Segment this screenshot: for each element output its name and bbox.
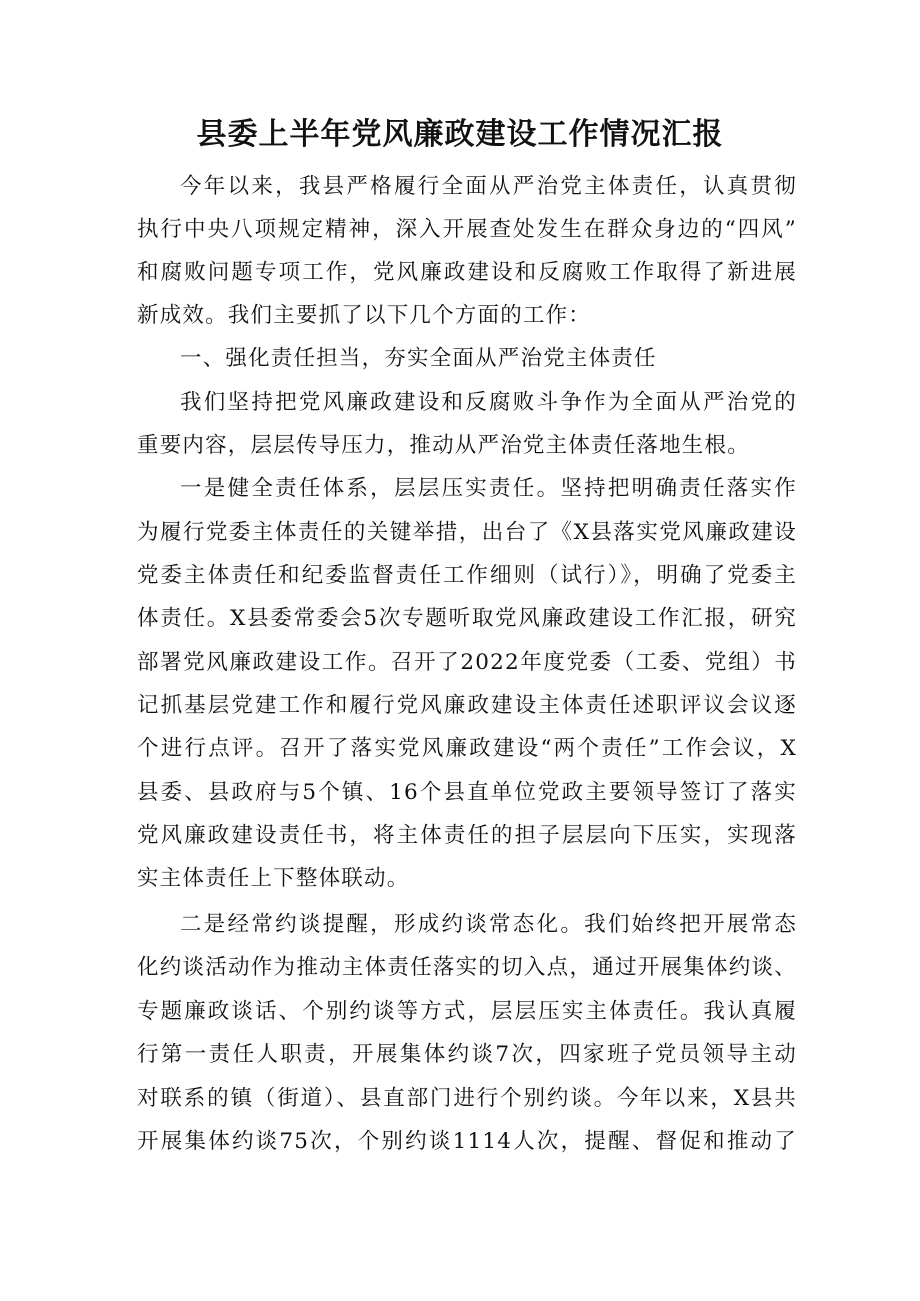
paragraph-line: 部署党风廉政建设工作。召开了2022年度党委（工委、党组）书 [137, 650, 797, 675]
paragraph-line: 一是健全责任体系，层层压实责任。坚持把明确责任落实作 [180, 476, 797, 501]
paragraph-line: 我们坚持把党风廉政建设和反腐败斗争作为全面从严治党的 [180, 390, 797, 415]
paragraph-line: 化约谈活动作为推动主体责任落实的切入点，通过开展集体约谈、 [137, 955, 797, 980]
paragraph-line: 记抓基层党建工作和履行党风廉政建设主体责任述职评议会议逐 [137, 693, 797, 718]
paragraph-line: 实主体责任上下整体联动。 [137, 866, 410, 891]
paragraph-line: 开展集体约谈75次，个别约谈1114人次，提醒、督促和推动了 [137, 1129, 797, 1154]
paragraph-line: 为履行党委主体责任的关键举措，出台了《X县落实党风廉政建设 [137, 520, 797, 545]
paragraph-line: 专题廉政谈话、个别约谈等方式，层层压实主体责任。我认真履 [137, 999, 797, 1024]
paragraph-line: 个进行点评。召开了落实党风廉政建设“两个责任”工作会议，X [137, 736, 797, 761]
section-heading: 一、强化责任担当，夯实全面从严治党主体责任 [180, 346, 657, 371]
paragraph-line: 今年以来，我县严格履行全面从严治党主体责任，认真贯彻 [180, 174, 797, 199]
paragraph-line: 和腐败问题专项工作，党风廉政建设和反腐败工作取得了新进展 [137, 260, 797, 285]
paragraph-line: 重要内容，层层传导压力，推动从严治党主体责任落地生根。 [137, 433, 750, 458]
paragraph-line: 县委、县政府与5个镇、16个县直单位党政主要领导签订了落实 [137, 780, 797, 805]
paragraph-line: 新成效。我们主要抓了以下几个方面的工作： [137, 303, 592, 328]
paragraph-line: 执行中央八项规定精神，深入开展查处发生在群众身边的“四风” [137, 217, 797, 242]
paragraph-line: 党委主体责任和纪委监督责任工作细则（试行）》，明确了党委主 [137, 563, 797, 588]
paragraph-line: 体责任。X县委常委会5次专题听取党风廉政建设工作汇报，研究 [137, 606, 797, 631]
paragraph-line: 行第一责任人职责，开展集体约谈7次，四家班子党员领导主动 [137, 1042, 797, 1067]
paragraph-line: 对联系的镇（街道）、县直部门进行个别约谈。今年以来，X县共 [137, 1086, 797, 1111]
document-title: 县委上半年党风廉政建设工作情况汇报 [196, 117, 724, 152]
paragraph-line: 二是经常约谈提醒，形成约谈常态化。我们始终把开展常态 [180, 912, 797, 937]
paragraph-line: 党风廉政建设责任书，将主体责任的担子层层向下压实，实现落 [137, 823, 797, 848]
